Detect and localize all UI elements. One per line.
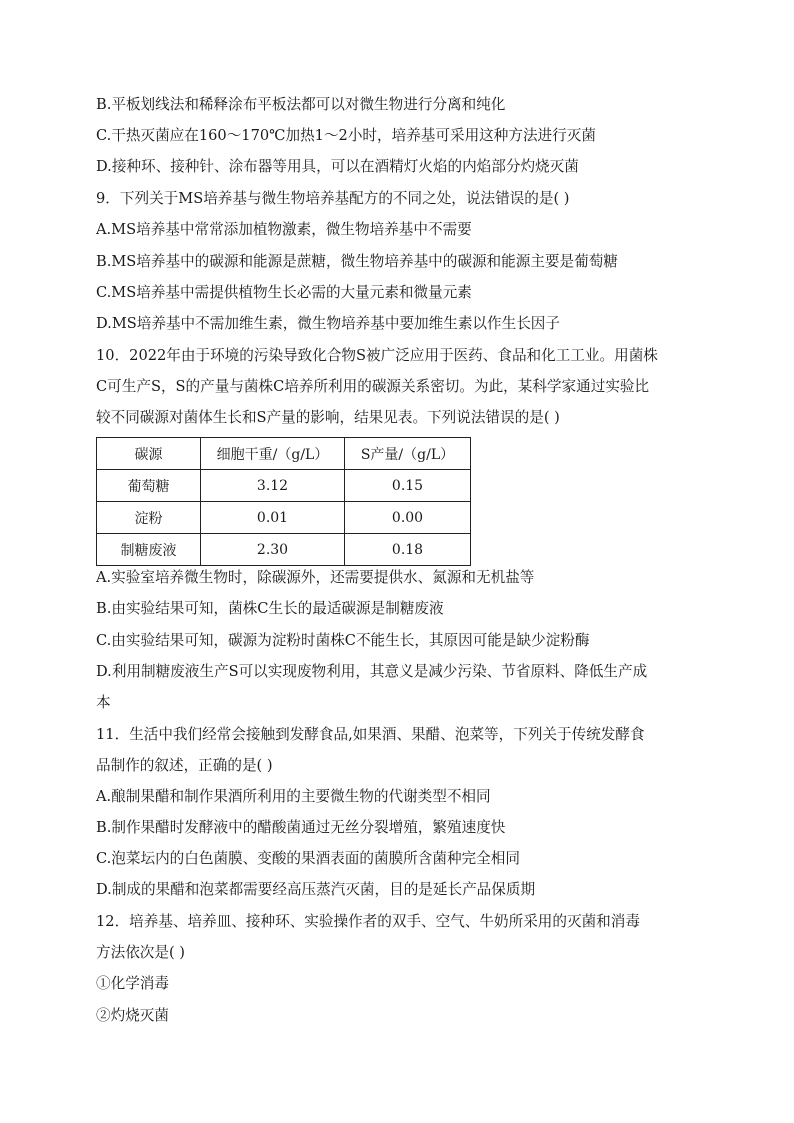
q11-stem-line-2: 品制作的叙述，正确的是( ) — [96, 757, 273, 774]
q10-option-d-continued: 本 — [96, 694, 111, 711]
q9-stem: 9．下列关于MS培养基与微生物培养基配方的不同之处，说法错误的是( ) — [96, 190, 570, 207]
q12-item-2: ②灼烧灭菌 — [96, 1007, 169, 1024]
table-header-carbon-source: 碳源 — [97, 438, 201, 470]
q9-option-c: C.MS培养基中需提供植物生长必需的大量元素和微量元素 — [96, 284, 472, 301]
q9-option-a: A.MS培养基中常常添加植物激素，微生物培养基中不需要 — [96, 221, 472, 238]
q10-option-c: C.由实验结果可知，碳源为淀粉时菌株C不能生长，其原因可能是缺少淀粉酶 — [96, 632, 590, 649]
table-row — [97, 470, 471, 502]
table-header-row — [97, 438, 471, 470]
q9-option-b: B.MS培养基中的碳源和能源是蔗糖，微生物培养基中的碳源和能源主要是葡萄糖 — [96, 253, 618, 270]
q11-option-c: C.泡菜坛内的白色菌膜、变酸的果酒表面的菌膜所含菌种完全相同 — [96, 850, 520, 867]
q12-item-1: ①化学消毒 — [96, 975, 169, 992]
q10-stem-line-3: 较不同碳源对菌体生长和S产量的影响，结果见表。下列说法错误的是( ) — [96, 409, 560, 426]
q10-option-d: D.利用制糖废液生产S可以实现废物利用，其意义是减少污染、节省原料、降低生产成 — [96, 663, 648, 680]
q11-option-b: B.制作果醋时发酵液中的醋酸菌通过无丝分裂增殖，繁殖速度快 — [96, 819, 506, 836]
table-cell: 淀粉 — [97, 502, 201, 534]
table-cell: 0.00 — [345, 502, 471, 534]
table-cell: 2.30 — [201, 534, 345, 566]
table-cell: 0.01 — [201, 502, 345, 534]
q10-option-a: A.实验室培养微生物时，除碳源外，还需要提供水、氮源和无机盐等 — [96, 569, 535, 586]
q11-option-d: D.制成的果醋和泡菜都需要经高压蒸汽灭菌，目的是延长产品保质期 — [96, 881, 536, 898]
table-header-dry-weight: 细胞干重/（g/L） — [201, 438, 345, 470]
q10-stem-line-2: C可生产S，S的产量与菌株C培养所利用的碳源关系密切。为此，某科学家通过实验比 — [96, 378, 650, 395]
q11-stem-line-1: 11．生活中我们经常会接触到发酵食品,如果酒、果醋、泡菜等，下列关于传统发酵食 — [96, 726, 645, 743]
table-cell: 制糖废液 — [97, 534, 201, 566]
table-row — [97, 502, 471, 534]
q8-option-c: C.干热灭菌应在160～170℃加热1～2小时，培养基可采用这种方法进行灭菌 — [96, 127, 596, 144]
q12-stem-line-1: 12．培养基、培养皿、接种环、实验操作者的双手、空气、牛奶所采用的灭菌和消毒 — [96, 913, 640, 930]
q8-option-b: B.平板划线法和稀释涂布平板法都可以对微生物进行分离和纯化 — [96, 96, 506, 113]
q11-option-a: A.酿制果醋和制作果酒所利用的主要微生物的代谢类型不相同 — [96, 788, 491, 805]
carbon-source-table — [96, 437, 471, 566]
table-cell: 0.15 — [345, 470, 471, 502]
q10-option-b: B.由实验结果可知，菌株C生长的最适碳源是制糖废液 — [96, 600, 444, 617]
table-cell: 0.18 — [345, 534, 471, 566]
q8-option-d: D.接种环、接种针、涂布器等用具，可以在酒精灯火焰的内焰部分灼烧灭菌 — [96, 158, 579, 175]
table-cell: 葡萄糖 — [97, 470, 201, 502]
table-header-s-yield: S产量/（g/L） — [345, 438, 471, 470]
table-cell: 3.12 — [201, 470, 345, 502]
table-row — [97, 534, 471, 566]
q10-stem-line-1: 10．2022年由于环境的污染导致化合物S被广泛应用于医药、食品和化工工业。用菌株 — [96, 347, 658, 364]
q12-stem-line-2: 方法依次是( ) — [96, 944, 185, 961]
q9-option-d: D.MS培养基中不需加维生素，微生物培养基中要加维生素以作生长因子 — [96, 315, 560, 332]
